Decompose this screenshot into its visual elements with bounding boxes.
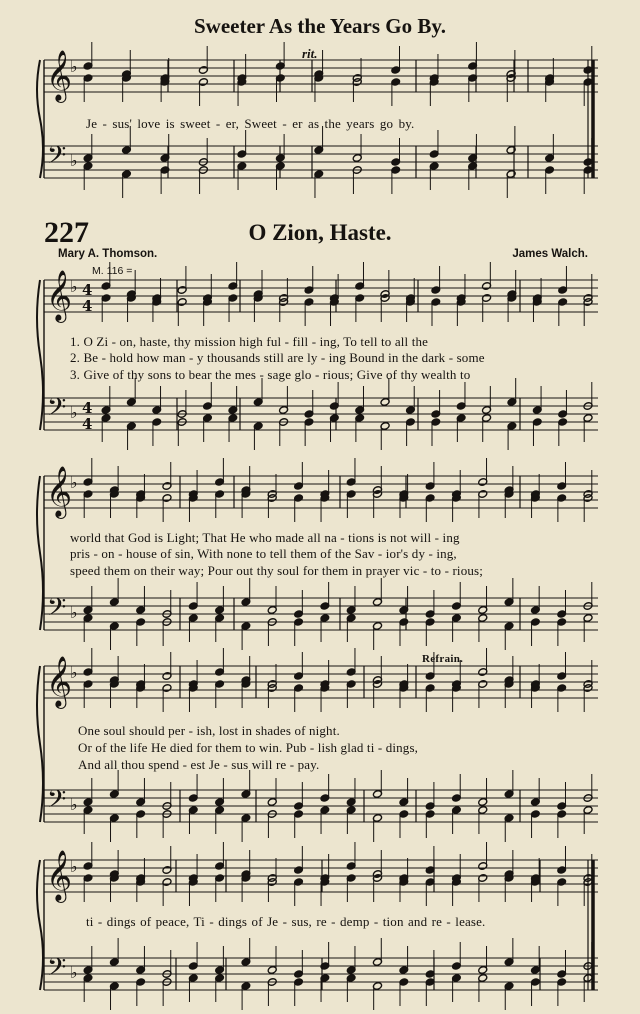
- flat-sign: ♭: [70, 473, 78, 492]
- system-brace: [37, 860, 43, 990]
- bass-clef: 𝄢: [47, 953, 67, 988]
- time-signature: 4: [82, 297, 93, 315]
- lyric-line: 3. Give of thy sons to bear the mes - sage glo - rious; Give of thy wealth to: [70, 367, 471, 382]
- lyric-line: And all thou spend - est Je - sus will re - pay.: [78, 757, 320, 772]
- bass-clef: 𝄢: [47, 593, 67, 628]
- lyric-line: 1. O Zi - on, haste, thy mission high ful - fill - ing, To tell to all the: [70, 334, 429, 349]
- lyric-line: One soul should per - ish, lost in shades of night.: [78, 723, 340, 738]
- time-signature: 4: [82, 415, 93, 433]
- treble-clef: 𝄞: [46, 270, 73, 321]
- treble-clef: 𝄞: [46, 50, 73, 101]
- flat-sign: ♭: [70, 663, 78, 682]
- ritardando-marking: rit.: [302, 46, 318, 61]
- top-hymn-title: Sweeter As the Years Go By.: [194, 14, 446, 38]
- lyric-line: pris - on - house of sin, With none to tell them of the Sav - ior's dy - ing,: [70, 546, 457, 561]
- treble-clef: 𝄞: [46, 850, 73, 901]
- system-brace: [37, 666, 43, 822]
- lyric-line: Or of the life He died for them to win. Pub - lish glad ti - dings,: [78, 740, 419, 755]
- bass-clef: 𝄢: [47, 141, 67, 176]
- system-brace: [37, 280, 43, 430]
- top-hymn-lyric: Je - sus' love is sweet - er, Sweet - er as the years go by.: [86, 116, 415, 131]
- flat-sign: ♭: [70, 795, 78, 814]
- lyricist-credit: Mary A. Thomson.: [58, 248, 158, 260]
- time-signature: 4: [82, 399, 93, 417]
- system-brace: [37, 476, 43, 630]
- lyric-line: ti - dings of peace, Ti - dings of Je - sus, re - demp - tion and re - lease.: [86, 914, 486, 929]
- flat-sign: ♭: [70, 57, 78, 76]
- lyric-line: world that God is Light; That He who made all na - tions is not will - ing: [70, 530, 460, 545]
- lyric-line: 2. Be - hold how man - y thousands still are ly - ing Bound in the dark - some: [70, 350, 485, 365]
- flat-sign: ♭: [70, 151, 78, 170]
- flat-sign: ♭: [70, 277, 78, 296]
- system-brace: [37, 60, 43, 178]
- flat-sign: ♭: [70, 857, 78, 876]
- refrain-label: Refrain.: [422, 653, 464, 665]
- lyric-line: speed them on their way; Pour out thy soul for them in prayer vic - to - rious;: [70, 563, 483, 578]
- treble-clef: 𝄞: [46, 466, 73, 517]
- flat-sign: ♭: [70, 403, 78, 422]
- composer-credit: James Walch.: [512, 248, 588, 260]
- time-signature: 4: [82, 281, 93, 299]
- hymn-number: 227: [44, 216, 89, 249]
- hymn-title: O Zion, Haste.: [248, 220, 392, 245]
- bass-clef: 𝄢: [47, 393, 67, 428]
- flat-sign: ♭: [70, 963, 78, 982]
- treble-clef: 𝄞: [46, 656, 73, 707]
- flat-sign: ♭: [70, 603, 78, 622]
- bass-clef: 𝄢: [47, 785, 67, 820]
- metronome-marking: M. 116 =: [92, 265, 133, 277]
